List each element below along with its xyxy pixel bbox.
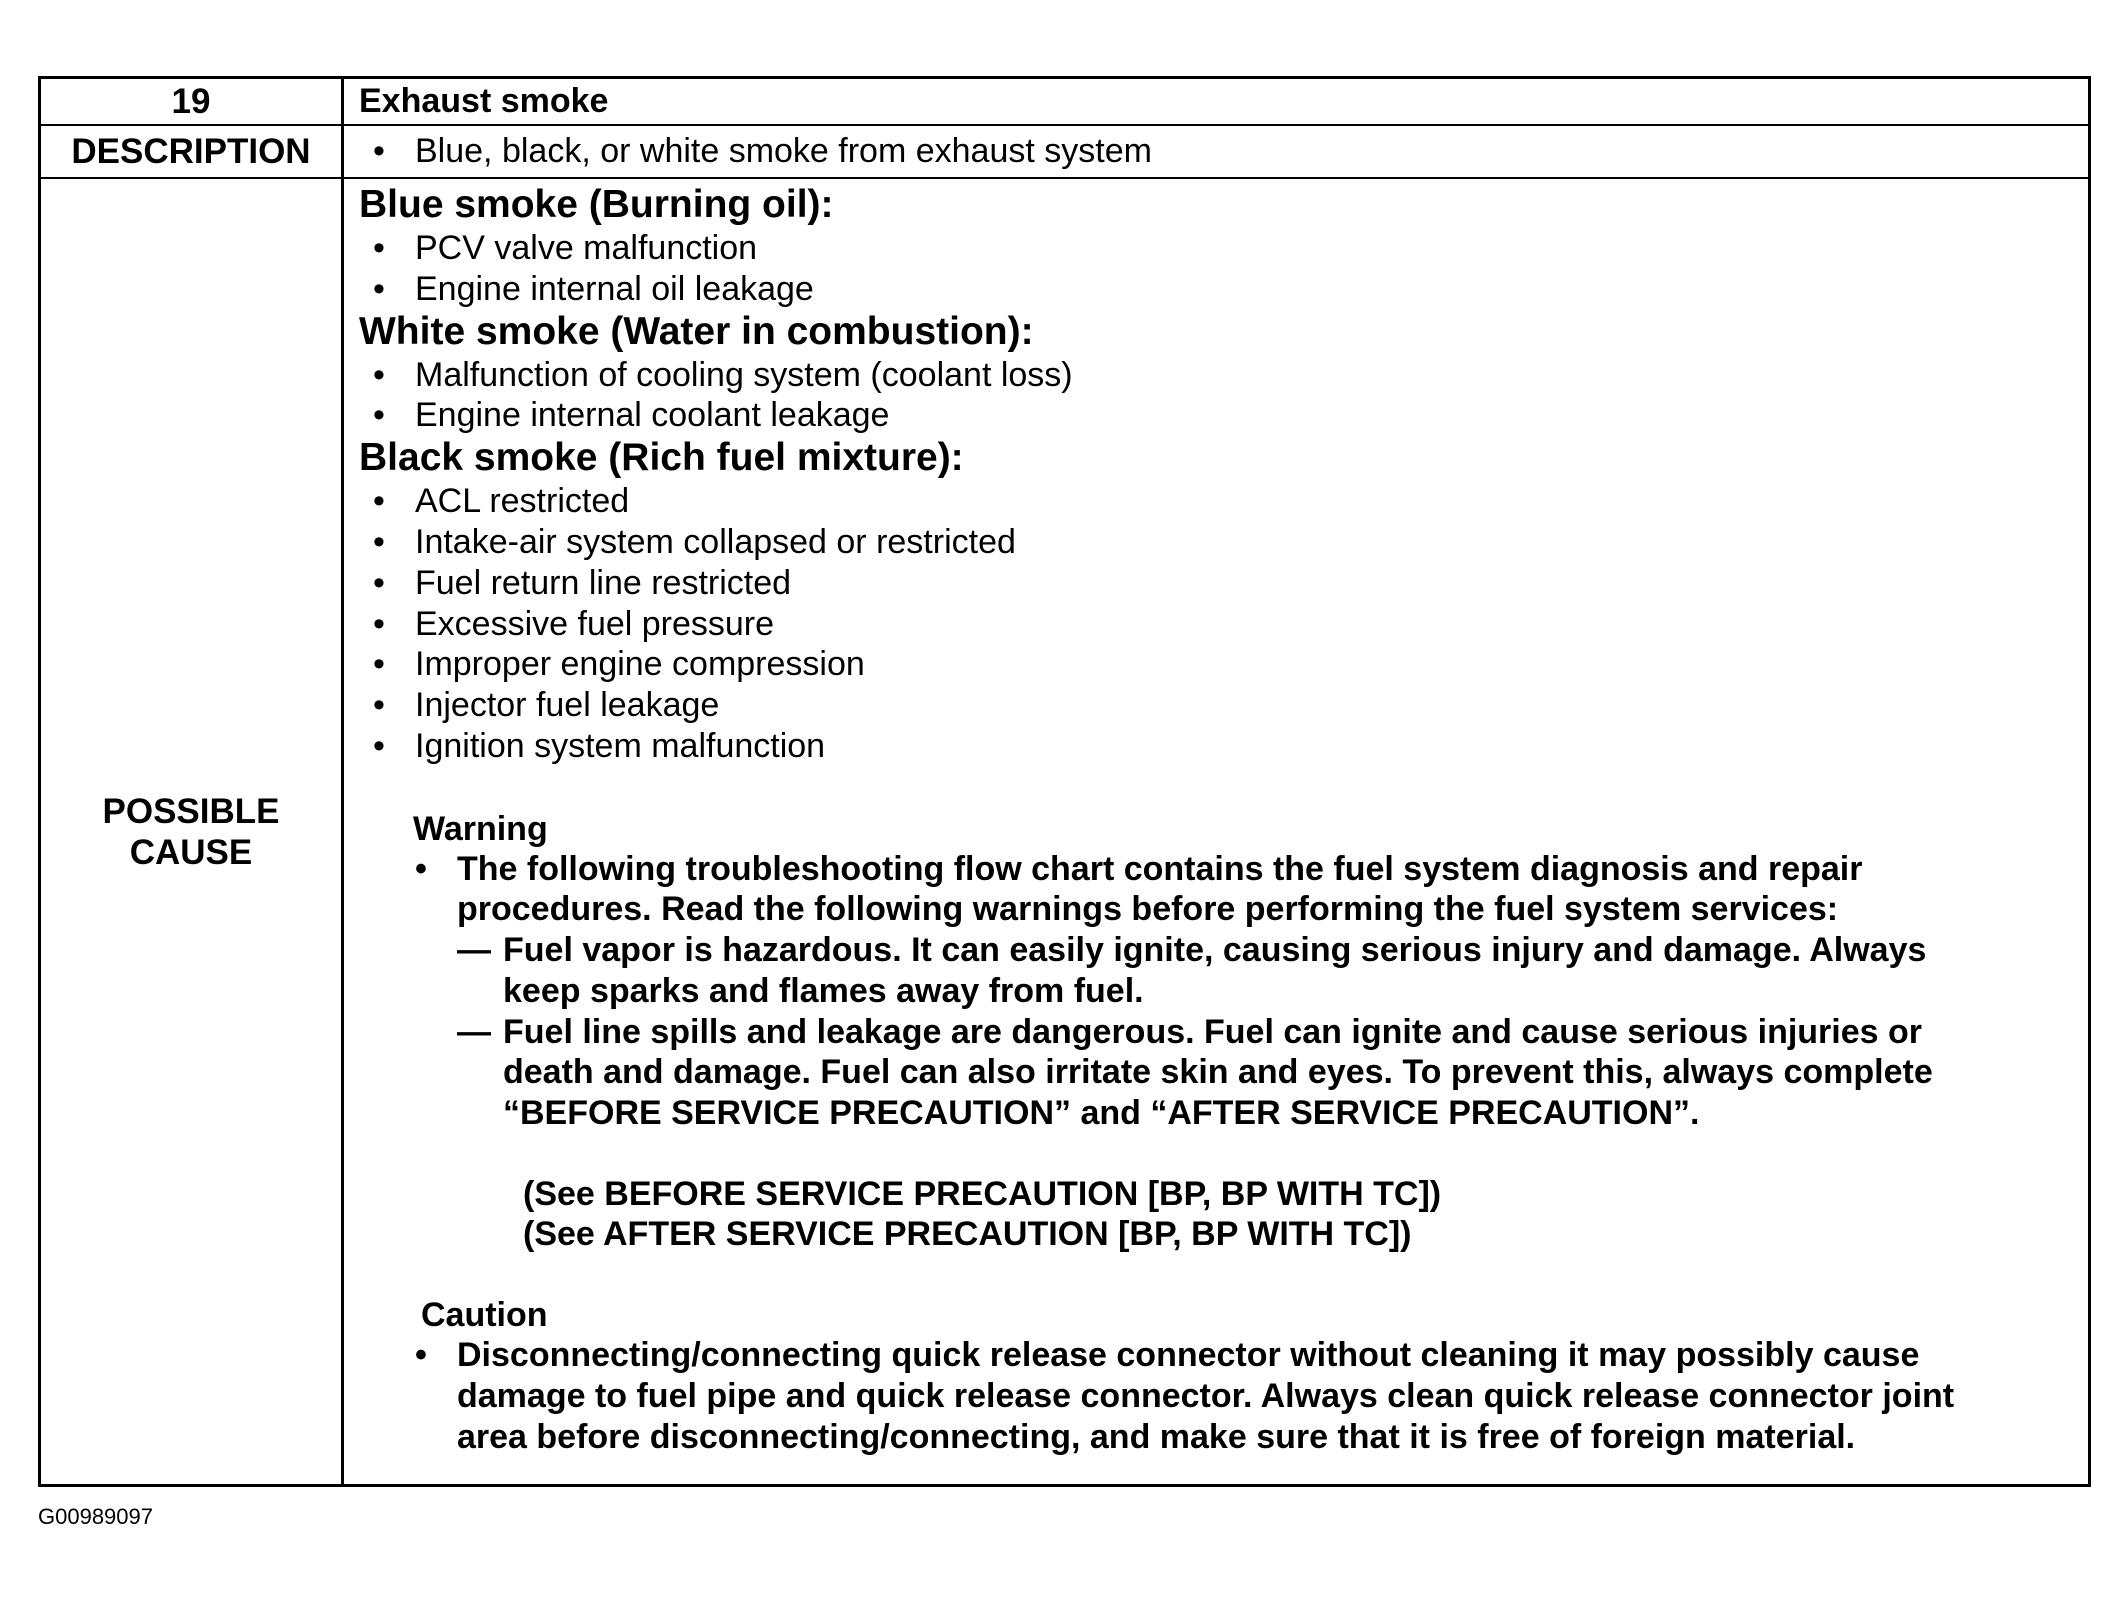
list-item: • PCV valve malfunction [359, 228, 2068, 269]
caution-line3: area before disconnecting/connecting, and make sure that it is free of foreign material. [457, 1417, 1856, 1456]
list-item: • Ignition system malfunction [359, 726, 2068, 767]
row-divider-description [41, 177, 2088, 179]
list-item: • Injector fuel leakage [359, 685, 2068, 726]
warning-sub1-line1: — Fuel vapor is hazardous. It can easily ignite, causing serious injury and damage. Always [503, 931, 1927, 970]
list-item: • Engine internal oil leakage [359, 269, 2068, 310]
group-heading-black-smoke: Black smoke (Rich fuel mixture): [359, 436, 964, 480]
warning-bullet [413, 849, 2068, 1134]
group-heading-blue-smoke: Blue smoke (Burning oil): [359, 183, 834, 226]
row-number: 19 [171, 82, 211, 121]
figure-id: G00989097 [38, 1504, 153, 1529]
warning-sub2-line2: death and damage. Fuel can also irritate skin and eyes. To prevent this, always complete [503, 1053, 1933, 1092]
possible-cause-label-line2: CAUSE [129, 832, 253, 872]
caution-heading: Caution [421, 1296, 548, 1335]
service-precaution-references [523, 1174, 2068, 1255]
reference-after-service: (See AFTER SERVICE PRECAUTION [BP, BP WITH TC]) [523, 1215, 1412, 1254]
warning-intro-line2: procedures. Read the following warnings before performing the fuel system services: [457, 890, 1839, 929]
possible-cause-label-line1: POSSIBLE [102, 791, 280, 831]
symptom-title: Exhaust smoke [359, 82, 609, 120]
warning-sub2-line3: “BEFORE SERVICE PRECAUTION” and “AFTER SERVICE PRECAUTION”. [503, 1093, 1700, 1132]
caution-line1: • Disconnecting/connecting quick release connector without cleaning it may possibly cause [457, 1336, 1920, 1375]
warning-sub2-line1: — Fuel line spills and leakage are dangerous. Fuel can ignite and cause serious injuries or [503, 1012, 1923, 1051]
column-divider [341, 79, 344, 1484]
description-item [359, 126, 2068, 177]
list-item: • Malfunction of cooling system (coolant loss) [359, 355, 2068, 396]
list-item: • Engine internal coolant leakage [359, 395, 2068, 436]
description-bullet: • Blue, black, or white smoke from exhaust system [359, 126, 1152, 177]
warning-sub-item-spills [457, 1012, 2068, 1134]
list-item: • Intake-air system collapsed or restricted [359, 522, 2068, 563]
warning-sub-item-vapor [457, 930, 2068, 1011]
warning-sub1-line2: keep sparks and flames away from fuel. [503, 971, 1144, 1010]
list-item: • Fuel return line restricted [359, 563, 2068, 604]
list-item: • ACL restricted [359, 481, 2068, 522]
possible-cause-label [41, 179, 341, 1484]
diagnostic-table [38, 76, 2091, 1487]
warning-heading: Warning [413, 809, 548, 848]
group-heading-white-smoke: White smoke (Water in combustion): [359, 309, 1034, 353]
possible-cause-content [359, 183, 2068, 1457]
warning-intro-line1: • The following troubleshooting flow chart contains the fuel system diagnosis and repair [457, 849, 1863, 888]
caution-line2: damage to fuel pipe and quick release connector. Always clean quick release connector joint [457, 1376, 1955, 1415]
list-item: • Improper engine compression [359, 644, 2068, 685]
list-item: • Excessive fuel pressure [359, 604, 2068, 645]
caution-bullet [413, 1335, 2068, 1457]
description-label: DESCRIPTION [71, 132, 311, 171]
reference-before-service: (See BEFORE SERVICE PRECAUTION [BP, BP WITH TC]) [523, 1174, 1442, 1213]
